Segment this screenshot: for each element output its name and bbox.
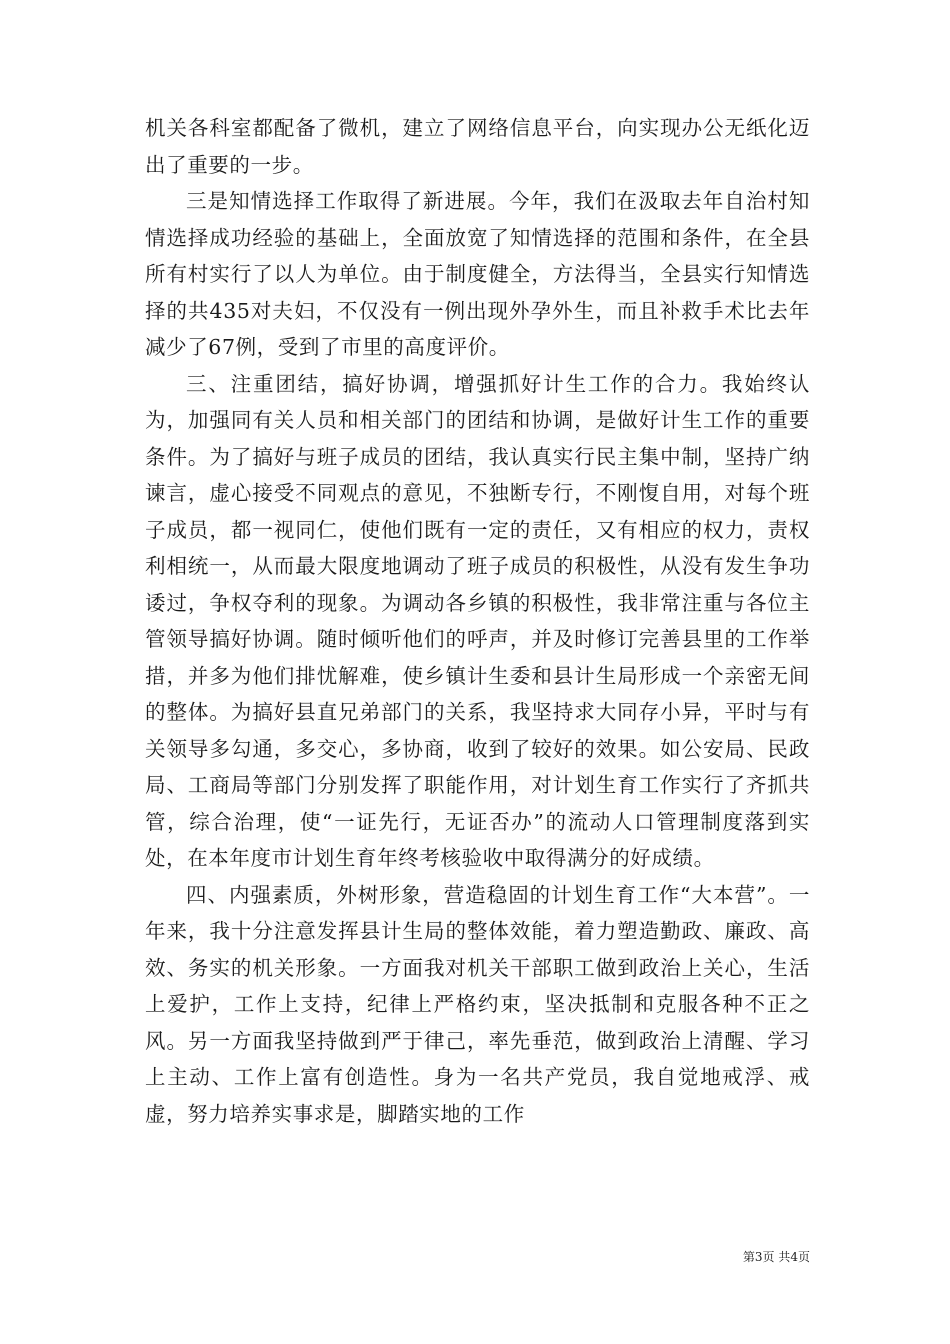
paragraph-unity-coordination: 三、注重团结，搞好协调，增强抓好计生工作的合力。我始终认为，加强同有关人员和相关部门的团结和协调，是做好计生工作的重要条件。为了搞好与班子成员的团结，我认真实行民主集中制，坚持广纳谏言，虚心接受不同观点的意见，不独断专行，不刚愎自用，对每个班子成员，都一视同仁，使他们既有一定的责任，又有相应的权力，责权利相统一，从而最大限度地调动了班子成员的积极性，从没有发生争功诿过，争权夺利的现象。为调动各乡镇的积极性，我非常注重与各位主管领导搞好协调。随时倾听他们的呼声，并及时修订完善县里的工作举措，并多为他们排忧解难，使乡镇计生委和县计生局形成一个亲密无间的整体。为搞好县直兄弟部门的关系，我坚持求大同存小异，平时与有关领导多勾通，多交心，多协商，收到了较好的效果。如公安局、民政局、工商局等部门分别发挥了职能作用，对计划生育工作实行了齐抓共管，综合治理，使“一证先行，无证否办”的流动人口管理制度落到实处，在本年度市计划生育年终考核验收中取得满分的好成绩。 [145,371,810,870]
paragraph-quality-image: 四、内强素质，外树形象，营造稳固的计划生育工作“大本营”。一年来，我十分注意发挥县计生局的整体效能，着力塑造勤政、廉政、高效、务实的机关形象。一方面我对机关干部职工做到政治上关心，生活上爱护，工作上支持，纪律上严格约束，坚决抵制和克服各种不正之风。另一方面我坚持做到严于律己，率先垂范，做到政治上清醒、学习上主动、工作上富有创造性。身为一名共产党员，我自觉地戒浮、戒虚，努力培养实事求是，脚踏实地的工作 [145,882,810,1126]
paragraph-informed-choice: 三是知情选择工作取得了新进展。今年，我们在汲取去年自治村知情选择成功经验的基础上，全面放宽了知情选择的范围和条件，在全县所有村实行了以人为单位。由于制度健全，方法得当，全县实行知情选择的共435对夫妇，不仅没有一例出现外孕外生，而且补救手术比去年减少了67例，受到了市里的高度评价。 [145,189,810,359]
document-body [145,110,810,1132]
paragraph-continuation: 机关各科室都配备了微机，建立了网络信息平台，向实现办公无纸化迈出了重要的一步。 [145,116,810,177]
page-number-footer: 第3页 共4页 [742,1250,810,1264]
